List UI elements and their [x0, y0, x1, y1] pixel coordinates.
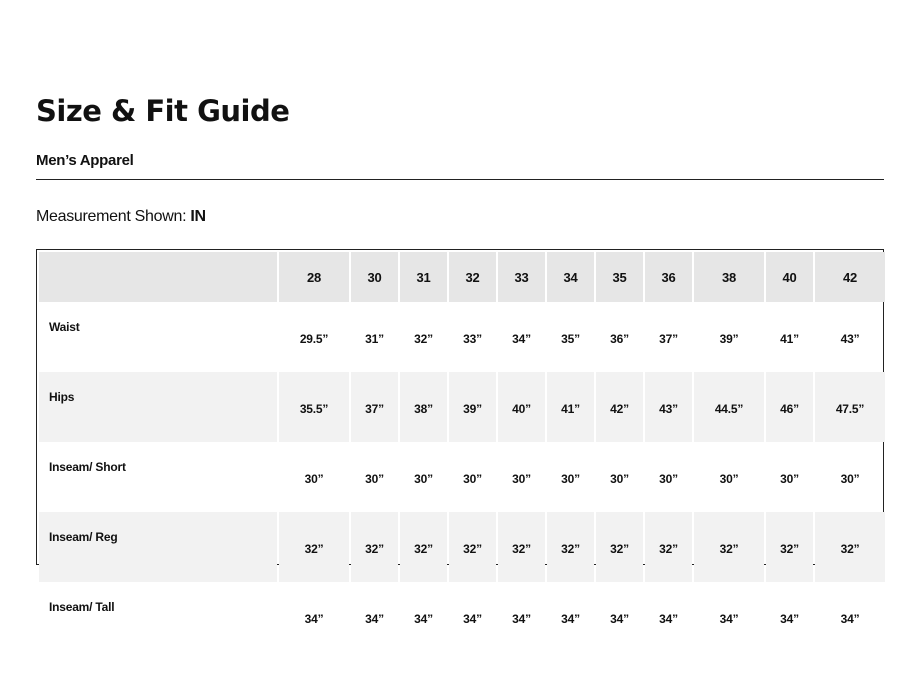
- table-cell: 32”: [498, 512, 545, 582]
- table-row: [39, 582, 885, 652]
- table-cell: 30”: [512, 472, 531, 486]
- page-title: Size & Fit Guide: [36, 94, 290, 128]
- table-cell: 32”: [645, 512, 692, 582]
- size-column-header: 32: [449, 252, 496, 302]
- table-cell: 39”: [449, 372, 496, 442]
- measurement-unit: IN: [190, 208, 206, 225]
- table-cell: 30”: [659, 472, 678, 486]
- table-cell: 41”: [547, 372, 594, 442]
- table-cell: 30”: [463, 472, 482, 486]
- table-cell: 30”: [561, 472, 580, 486]
- table-row: [39, 512, 885, 582]
- table-cell: 40”: [498, 372, 545, 442]
- size-column-header: 38: [694, 252, 764, 302]
- row-label: Inseam/ Tall: [49, 600, 115, 614]
- table-cell: 47.5”: [815, 372, 885, 442]
- size-column-header: 28: [279, 252, 349, 302]
- table-cell: 34”: [780, 612, 799, 626]
- table-cell: 34”: [659, 612, 678, 626]
- table-cell: 41”: [780, 332, 799, 346]
- table-cell: 32”: [547, 512, 594, 582]
- table-row: [39, 302, 885, 372]
- table-cell: 30”: [414, 472, 433, 486]
- table-cell: 36”: [610, 332, 629, 346]
- size-column-header: 42: [815, 252, 885, 302]
- table-cell: 43”: [645, 372, 692, 442]
- table-cell: 32”: [766, 512, 813, 582]
- table-cell: 35.5”: [279, 372, 349, 442]
- table-cell: 43”: [840, 332, 860, 346]
- table-cell: 34”: [512, 332, 531, 346]
- row-label: Inseam/ Short: [49, 460, 126, 474]
- table-cell: 34”: [365, 612, 384, 626]
- table-cell: 34”: [512, 612, 531, 626]
- measurement-label: Measurement Shown:: [36, 208, 187, 225]
- size-column-header: 36: [645, 252, 692, 302]
- table-cell: 35”: [561, 332, 580, 346]
- table-cell: 42”: [596, 372, 643, 442]
- size-column-header: 33: [498, 252, 545, 302]
- table-cell: 30”: [780, 472, 799, 486]
- table-cell: 33”: [463, 332, 482, 346]
- table-cell: 32”: [815, 512, 885, 582]
- table-cell: 30”: [719, 472, 739, 486]
- table-cell: 34”: [414, 612, 433, 626]
- table-cell: 30”: [610, 472, 629, 486]
- table-cell: 34”: [304, 612, 324, 626]
- table-cell: 32”: [694, 512, 764, 582]
- table-cell: 37”: [659, 332, 678, 346]
- table-body: [39, 302, 885, 652]
- table-cell: 37”: [351, 372, 398, 442]
- table-cell: 29.5”: [299, 332, 329, 346]
- table-cell: 32”: [400, 512, 447, 582]
- measurement-shown: [36, 208, 206, 226]
- header-blank-cell: [39, 252, 277, 302]
- table-cell: 39”: [719, 332, 739, 346]
- row-label: Hips: [39, 372, 277, 442]
- table-cell: 44.5”: [694, 372, 764, 442]
- table-cell: 34”: [610, 612, 629, 626]
- table-cell: 34”: [561, 612, 580, 626]
- divider: [36, 179, 884, 180]
- table-cell: 30”: [365, 472, 384, 486]
- table-cell: 32”: [279, 512, 349, 582]
- size-table: [37, 252, 887, 652]
- row-label: Waist: [49, 320, 80, 334]
- table-cell: 46”: [766, 372, 813, 442]
- size-column-header: 31: [400, 252, 447, 302]
- table-cell: 32”: [414, 332, 433, 346]
- table-cell: 32”: [449, 512, 496, 582]
- size-column-header: 40: [766, 252, 813, 302]
- table-cell: 30”: [304, 472, 324, 486]
- table-row: [39, 372, 885, 442]
- table-cell: 32”: [596, 512, 643, 582]
- table-header-row: [39, 252, 885, 302]
- row-label: Inseam/ Reg: [39, 512, 277, 582]
- section-subtitle: Men’s Apparel: [36, 152, 134, 169]
- table-cell: 34”: [840, 612, 860, 626]
- size-chart: [36, 249, 884, 626]
- table-cell: 31”: [365, 332, 384, 346]
- table-cell: 34”: [463, 612, 482, 626]
- table-row: [39, 442, 885, 512]
- size-column-header: 30: [351, 252, 398, 302]
- table-cell: 30”: [840, 472, 860, 486]
- size-column-header: 35: [596, 252, 643, 302]
- table-cell: 38”: [400, 372, 447, 442]
- table-cell: 32”: [351, 512, 398, 582]
- size-column-header: 34: [547, 252, 594, 302]
- table-cell: 34”: [719, 612, 739, 626]
